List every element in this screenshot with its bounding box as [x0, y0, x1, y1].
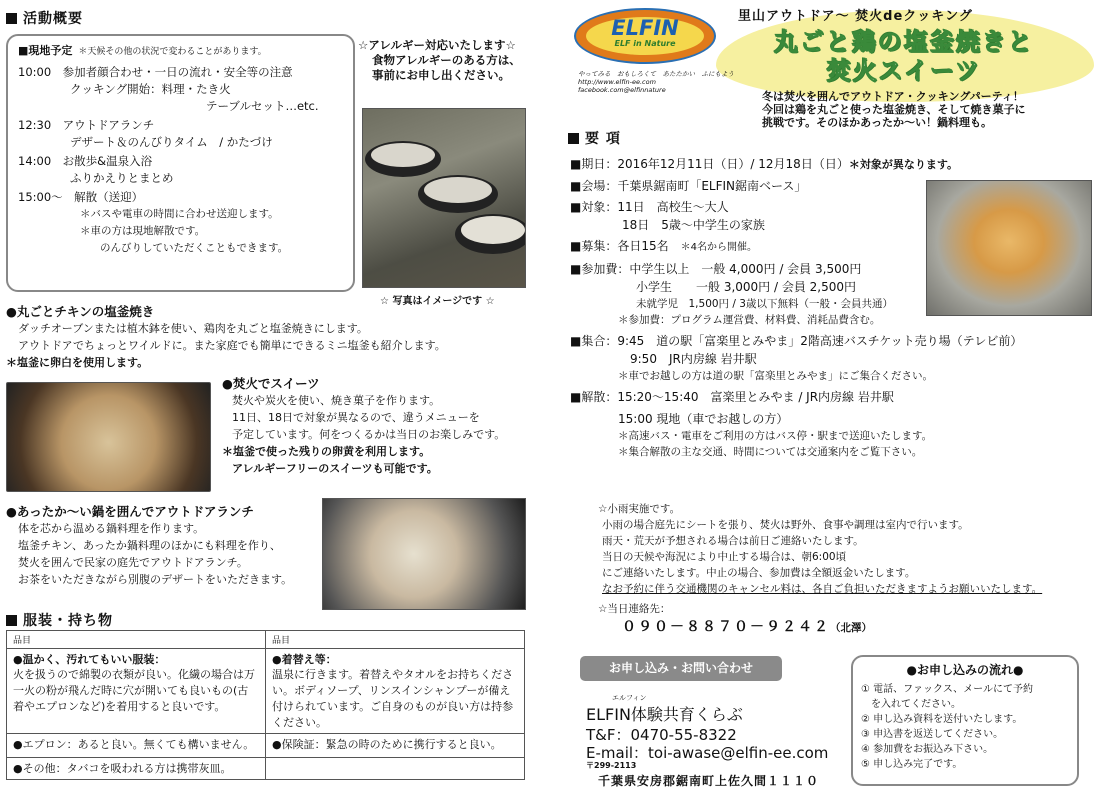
nabe-text: 塩釜チキン、あったか鍋料理のほかにも料理を作り、 — [18, 539, 281, 552]
club-name: ELFIN体験共育くらぶ — [586, 705, 743, 724]
chicken-text: ダッチオーブンまたは植木鉢を使い、鶏肉を丸ごと塩釜焼きにします。 — [18, 322, 368, 335]
club-phone[interactable]: T&F：0470-55-8322 — [586, 726, 737, 744]
flow-step: ③ 申込書を返送してください。 — [861, 729, 1004, 740]
allergy-line: 事前にお申し出ください。 — [372, 68, 510, 82]
spec-date: ■期日：2016年12月11日（日）/ 12月18日（日）＊対象が異なります。 — [570, 157, 958, 171]
schedule-line: テーブルセット…etc. — [206, 99, 319, 113]
flow-title: ●お申し込みの流れ● — [906, 663, 1024, 677]
headline-line: 焚火スイーツ — [826, 57, 982, 85]
schedule-line: 15:00～ 解散（送迎） — [18, 190, 144, 204]
lead-line: 今回は鶏を丸ごと使った塩釜焼き、そして焼き菓子に — [762, 103, 1026, 116]
rain-title: ☆小雨実施です。 — [598, 503, 681, 515]
elfin-logo — [574, 8, 716, 64]
rain-line: 当日の天候や海況により中止する場合は、朝6:00頃 — [602, 551, 847, 563]
facebook-link[interactable]: facebook.com@elfinnature — [578, 86, 666, 94]
chicken-note: ＊塩釜に卵白を使用します。 — [6, 356, 149, 369]
schedule-head: ■現地予定 ＊天候その他の状況で変わることがあります。 — [18, 44, 267, 57]
schedule-line: ＊バスや電車の時間に合わせ送迎します。 — [80, 208, 279, 220]
table-cell: ●保険証：緊急の時のために携行すると良い。 — [266, 734, 525, 758]
lead-text — [762, 90, 1092, 129]
allergy-notice — [358, 38, 536, 83]
lead-line: 冬は焚火を囲んでアウトドア・クッキングパーティ！ — [762, 90, 1024, 103]
table-header: 品目 — [7, 631, 266, 649]
cell-text: 温泉に行きます。着替えやタオルをお持ちください。ボディソープ、リンスインシャンプーが備え付けられています。ご自身のものが良い方は持参ください。 — [272, 668, 514, 729]
schedule-line: ふりかえりとまとめ — [70, 171, 174, 185]
spec-target: 18日 5歳～中学生の家族 — [622, 218, 765, 232]
rain-cancel-note: なお予約に伴う交通機関のキャンセル料は、各自ご負担いただきますようお願いいたします。 — [602, 583, 1043, 595]
sweets-text: 予定しています。何をつくるかは当日のお楽しみです。 — [232, 428, 506, 441]
clothing-section-title: 服装・持ち物 — [6, 610, 113, 630]
spec-recruit: ■募集：各日15名 ＊4名から開催。 — [570, 239, 757, 253]
nabe-title: ●あったか～い鍋を囲んでアウトドアランチ — [6, 504, 254, 519]
chicken-text: アウトドアでちょっとワイルドに。また家庭でも簡単にできるミニ塩釜も紹介します。 — [18, 339, 446, 352]
rain-line: 小雨の場合庭先にシートを張り、焚火は野外、食事や調理は室内で行います。 — [602, 519, 969, 531]
chicken-title: ●丸ごとチキンの塩釜焼き — [6, 304, 155, 319]
spec-dismiss: ■解散：15:20～15:40 富楽里とみやま / JR内房線 岩井駅 — [570, 390, 894, 404]
table-cell — [266, 758, 525, 780]
club-email[interactable]: E-mail：toi-awase@elfin-ee.com — [586, 744, 829, 762]
spec-list — [570, 155, 1022, 460]
rain-line: にご連絡いたします。中止の場合、参加費は全額返金いたします。 — [602, 567, 916, 579]
tagline-line: やってみる おもしろくて あたたかい ふにもよう — [578, 70, 734, 78]
club-zip: 〒299-2113 — [586, 761, 637, 770]
sweets-note: アレルギーフリーのスイーツも可能です。 — [232, 462, 438, 475]
rain-line: 雨天・荒天が予想される場合は前日ご連絡いたします。 — [602, 535, 864, 547]
table-cell — [7, 649, 266, 734]
spec-section-title: 要 項 — [568, 128, 621, 148]
club-kana: エルフィン — [612, 694, 647, 702]
schedule-line: 12:30 アウトドアランチ — [18, 118, 155, 132]
spec-dismiss-note: ＊集合解散の主な交通、時間については交通案内をご覧下さい。 — [618, 446, 923, 458]
flow-step: ④ 参加費をお振込み下さい。 — [861, 744, 994, 755]
dutch-oven-illustration — [363, 109, 526, 288]
website-link[interactable]: http://www.elfin-ee.com — [578, 78, 656, 86]
nabe-text: 体を芯から温める鍋料理を作ります。 — [18, 522, 205, 535]
cell-text: 火を扱うので綿製の衣類が良い。化繊の場合は万一火の粉が飛んだ時に穴が開いても良いもの(古着やエプロンなど)を着用すると良いです。 — [13, 668, 255, 713]
schedule-line: ＊車の方は現地解散です。 — [80, 225, 206, 237]
contact-phone[interactable]: ０９０－８８７０－９２４２（北澤） — [622, 619, 872, 635]
flow-step: を入れてください。 — [861, 699, 961, 710]
allergy-line: 食物アレルギーのある方は、 — [372, 53, 521, 67]
chicken-section — [6, 302, 446, 371]
lead-line: 挑戦です。そのほかあったか～い！鍋料理も。 — [762, 116, 993, 129]
spec-meet-note: ＊車でお越しの方は道の駅「富楽里とみやま」にご集合ください。 — [618, 370, 933, 382]
contact-label: ☆当日連絡先： — [598, 603, 671, 615]
rain-policy — [598, 501, 1042, 636]
spec-fee: 未就学児 1,500円 / 3歳以下無料（一般・会員共通） — [636, 298, 893, 310]
apple-sweets-photo — [6, 382, 211, 492]
headline-line: 丸ごと鶏の塩釜焼きと — [774, 28, 1034, 56]
items-table — [6, 630, 525, 780]
cell-title: ●温かく、汚れてもいい服装： — [13, 653, 166, 666]
photo-caption: ☆ 写真はイメージです ☆ — [380, 296, 495, 307]
sweets-text: 11日、18日で対象が異なるので、違うメニューを — [232, 411, 480, 424]
flow-step: ⑤ 申し込み完了です。 — [861, 759, 963, 770]
table-cell — [266, 649, 525, 734]
activity-section-title: 活動概要 — [6, 8, 83, 28]
spec-venue: ■会場：千葉県鋸南町「ELFIN鋸南ベース」 — [570, 179, 807, 193]
nabe-section — [6, 502, 292, 588]
nabe-text: お茶をいただきながら別腹のデザートをいただきます。 — [18, 573, 293, 586]
flow-step: ② 申し込み資料を送付いたします。 — [861, 714, 1023, 725]
schedule-line: のんびりしていただくこともできます。 — [100, 242, 289, 254]
table-header: 品目 — [266, 631, 525, 649]
spec-meet: 9:50 JR内房線 岩井駅 — [630, 352, 757, 366]
spec-meet: ■集合：9:45 道の駅「富楽里とみやま」2階高速バスチケット売り場（テレビ前） — [570, 334, 1023, 348]
schedule-line: デザート＆のんびりタイム / かたづけ — [70, 135, 273, 149]
sweets-title: ●焚火でスイーツ — [222, 376, 320, 391]
spec-fee: 小学生 一般 3,000円 / 会員 2,500円 — [636, 280, 857, 294]
schedule-line: クッキング開始：料理・たき火 — [70, 82, 231, 96]
spec-target: ■対象：11日 高校生～大人 — [570, 200, 729, 214]
logo-subtext: ELF in Nature — [614, 39, 676, 48]
headline-sub: 里山アウトドア～ 焚火deクッキング — [738, 9, 973, 24]
nabe-text: 焚火を囲んで民家の庭先でアウトドアランチ。 — [18, 556, 248, 569]
club-address: 千葉県安房郡鋸南町上佐久間１１１０ — [598, 774, 820, 788]
schedule-line: 10:00 参加者顔合わせ・一日の流れ・安全等の注意 — [18, 65, 293, 79]
flow-step: ① 電話、ファックス、メールにて予約 — [861, 684, 1033, 695]
dutch-oven-photo — [362, 108, 526, 288]
apply-flow-box — [851, 655, 1079, 786]
schedule-line: 14:00 お散歩&温泉入浴 — [18, 154, 153, 168]
spec-fee-note: ＊参加費：プログラム運営費、材料費、消耗品費含む。 — [618, 314, 881, 326]
sweets-note: ＊塩釜で使った残りの卵黄を利用します。 — [222, 445, 431, 458]
spec-dismiss-note: ＊高速バス・電車をご利用の方はバス停・駅まで送迎いたします。 — [618, 430, 933, 442]
logo-text: ELFIN — [611, 16, 679, 40]
cell-title: ●着替え等： — [272, 653, 337, 666]
stew-photo — [322, 498, 526, 610]
tagline — [578, 70, 734, 94]
spec-dismiss: 15:00 現地（車でお越しの方） — [618, 412, 789, 426]
sweets-section — [222, 374, 505, 477]
allergy-line: ☆アレルギー対応いたします☆ — [358, 38, 516, 52]
spec-fee: ■参加費：中学生以上 一般 4,000円 / 会員 3,500円 — [570, 262, 862, 276]
sweets-text: 焚火や炭火を使い、焼き菓子を作ります。 — [232, 394, 441, 407]
headline — [716, 28, 1092, 86]
apply-button[interactable]: お申し込み・お問い合わせ — [580, 656, 782, 681]
table-cell: ●その他：タバコを吸われる方は携帯灰皿。 — [7, 758, 266, 780]
table-cell: ●エプロン：あると良い。無くても構いません。 — [7, 734, 266, 758]
schedule-box — [6, 34, 355, 292]
